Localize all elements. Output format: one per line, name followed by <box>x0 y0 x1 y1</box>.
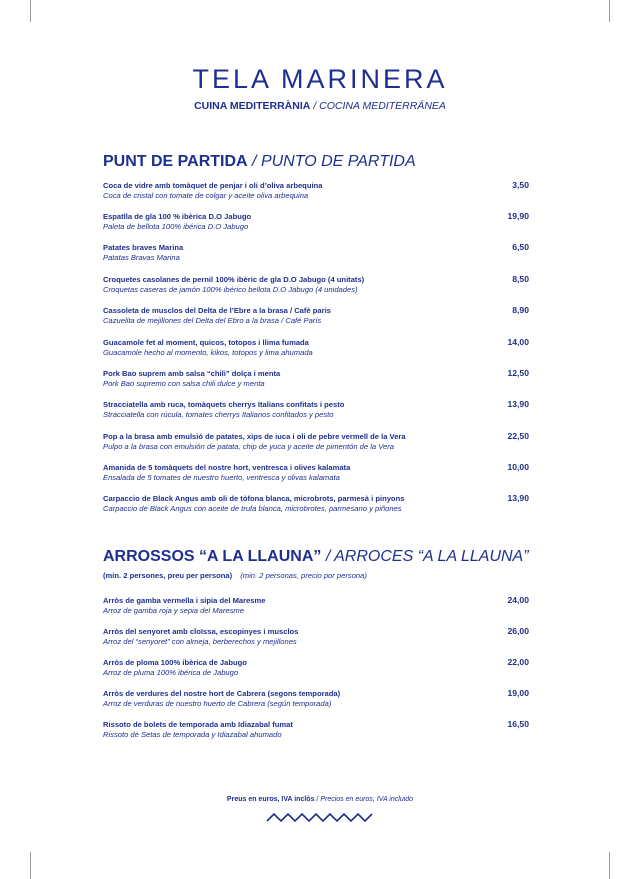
item-name-spanish: Croquetas caseras de jamón 100% ibérico bellota D.O Jabugo (4 unidades) <box>103 285 358 294</box>
menu-item <box>103 494 529 514</box>
item-price: 16,50 <box>507 719 529 729</box>
item-name-catalan: Amanida de 5 tomàquets del nostre hort, ventresca i olives kalamata <box>103 463 351 472</box>
subtitle-catalan: CUINA MEDITERRÀNIA <box>194 100 311 112</box>
item-name-spanish: Arroz de gamba roja y sepia del Maresme <box>103 606 244 615</box>
item-price: 3,50 <box>512 180 529 190</box>
item-name-spanish: Cazuelita de mejillones del Delta del Ebro a la brasa / Café París <box>103 316 322 325</box>
menu-item <box>103 720 529 740</box>
item-price: 22,00 <box>507 657 529 667</box>
item-name-catalan: Patates braves Marina <box>103 243 184 252</box>
item-name-catalan: Arròs de gamba vermella i sipia del Maresme <box>103 596 266 605</box>
item-name-catalan: Guacamole fet al moment, quicos, totopos i llima fumada <box>103 338 309 347</box>
item-name-spanish: Guacamole hecho al momento, kikos, totopos y lima ahumada <box>103 348 313 357</box>
section-note <box>103 571 367 580</box>
item-name-catalan: Arròs de ploma 100% ibèrica de Jabugo <box>103 658 247 667</box>
menu-item <box>103 463 529 483</box>
item-price: 26,00 <box>507 626 529 636</box>
menu-item <box>103 338 529 358</box>
note-catalan: (min. 2 persones, preu per persona) <box>103 571 233 580</box>
item-name-spanish: Stracciatella con rúcula, tomates cherrys Italianos confitados y pesto <box>103 410 334 419</box>
item-price: 10,00 <box>507 462 529 472</box>
item-price: 13,90 <box>507 493 529 503</box>
item-name-catalan: Arròs de verdures del nostre hort de Cabrera (segons temporada) <box>103 689 341 698</box>
item-name-spanish: Arroz de pluma 100% ibérica de Jabugo <box>103 668 239 677</box>
item-name-spanish: Arroz de verduras de nuestro huerto de Cabrera (según temporada) <box>103 699 332 708</box>
menu-item <box>103 369 529 389</box>
menu-item <box>103 212 529 232</box>
item-price: 8,50 <box>512 274 529 284</box>
footer-spanish: Precios en euros, IVA incluido <box>320 796 414 803</box>
item-name-spanish: Coca de cristal con tomate de colgar y aceite oliva arbequina <box>103 191 309 200</box>
menu-item <box>103 627 529 647</box>
item-name-catalan: Pork Bao suprem amb salsa “chili” dolça i menta <box>103 369 281 378</box>
menu-item <box>103 181 529 201</box>
restaurant-logo: TELA MARINERA <box>192 64 448 94</box>
menu-item <box>103 596 529 616</box>
menu-item <box>103 306 529 326</box>
item-price: 19,90 <box>507 211 529 221</box>
section-title-spanish: / PUNTO DE PARTIDA <box>252 153 416 170</box>
crop-mark <box>30 852 31 879</box>
item-name-spanish: Patatas Bravas Marina <box>103 253 180 262</box>
menu-item <box>103 658 529 678</box>
item-price: 24,00 <box>507 595 529 605</box>
section-title-spanish: / ARROCES “A LA LLAUNA” <box>325 548 529 565</box>
item-name-spanish: Carpaccio de Black Angus con aceite de trufa blanca, microbrotes, parmesano y piñones <box>103 504 402 513</box>
subtitle-spanish: / COCINA MEDITERRÁNEA <box>313 100 446 112</box>
menu-item <box>103 243 529 263</box>
section-title-starters <box>103 153 416 171</box>
item-price: 22,50 <box>507 431 529 441</box>
crop-mark <box>30 0 31 22</box>
footer-catalan: Preus en euros, IVA inclòs <box>226 796 315 803</box>
section-title-rice <box>103 548 529 566</box>
section-title-catalan: ARROSSOS “A LA LLAUNA” <box>103 548 322 565</box>
item-price: 12,50 <box>507 368 529 378</box>
item-price: 6,50 <box>512 242 529 252</box>
item-price: 14,00 <box>507 337 529 347</box>
restaurant-subtitle <box>0 100 640 112</box>
item-price: 13,90 <box>507 399 529 409</box>
item-name-spanish: Pork Bao supremo con salsa chili dulce y menta <box>103 379 265 388</box>
section-title-catalan: PUNT DE PARTIDA <box>103 153 248 170</box>
footer-note <box>0 796 640 803</box>
crop-mark <box>609 0 610 22</box>
item-name-catalan: Carpaccio de Black Angus amb oli de tòfona blanca, microbrots, parmesà i pinyons <box>103 494 405 503</box>
item-name-catalan: Espatlla de gla 100 % ibèrica D.O Jabugo <box>103 212 252 221</box>
item-name-spanish: Arroz del “senyoret” con almeja, berberechos y mejillones <box>103 637 297 646</box>
menu-item <box>103 275 529 295</box>
menu-item <box>103 432 529 452</box>
item-name-catalan: Pop a la brasa amb emulsió de patates, xips de iuca i oli de pebre vermell de la Vera <box>103 432 406 441</box>
item-name-spanish: Ensalada de 5 tomates de nuestro huerto, ventresca y olivas kalamata <box>103 473 340 482</box>
footer-separator: / <box>316 796 319 803</box>
item-name-catalan: Croquetes casolanes de pernil 100% ibèric de gla D.O Jabugo (4 unitats) <box>103 275 365 284</box>
item-name-catalan: Arròs del senyoret amb cloïssa, escopinyes i musclos <box>103 627 299 636</box>
item-name-catalan: Rissoto de bolets de temporada amb Idiazabal fumat <box>103 720 293 729</box>
menu-item <box>103 400 529 420</box>
crop-mark <box>609 852 610 879</box>
note-spanish: (min. 2 personas, precio por persona) <box>240 571 367 580</box>
item-name-spanish: Rissoto de Setas de temporada y Idiazabal ahumado <box>103 730 282 739</box>
menu-item <box>103 689 529 709</box>
item-name-catalan: Stracciatella amb ruca, tomàquets cherrys Italians confitats i pesto <box>103 400 345 409</box>
item-name-catalan: Cassoleta de musclos del Delta de l’Ebre a la brasa / Cafè paris <box>103 306 331 315</box>
item-name-catalan: Coca de vidre amb tomàquet de penjar i oli d’oliva arbequina <box>103 181 323 190</box>
item-price: 19,00 <box>507 688 529 698</box>
item-price: 8,90 <box>512 305 529 315</box>
item-name-spanish: Paleta de bellota 100% ibérica D.O Jabugo <box>103 222 249 231</box>
wave-ornament-icon <box>265 811 375 823</box>
item-name-spanish: Pulpo a la brasa con emulsión de patata, chip de yuca y aceite de pimentón de la Vera <box>103 442 394 451</box>
